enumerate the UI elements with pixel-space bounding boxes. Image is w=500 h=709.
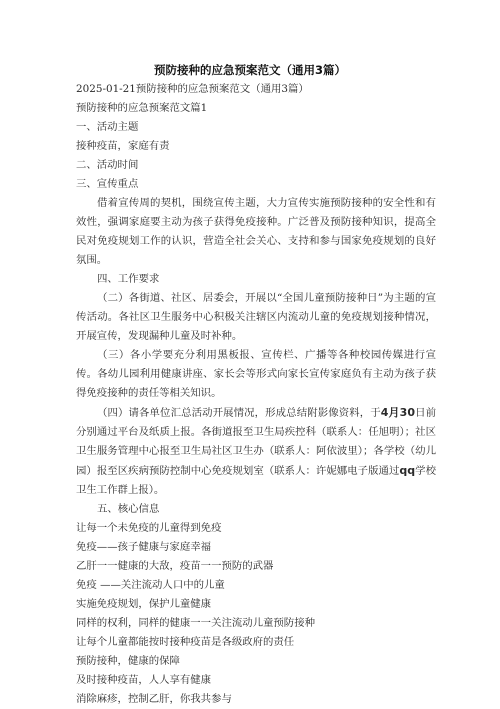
- section-heading-time: 二、活动时间: [76, 159, 139, 171]
- article-subtitle: 预防接种的应急预案范文篇1: [76, 102, 208, 114]
- core-message: 让每一个未免疫的儿童得到免疫: [76, 522, 222, 534]
- core-message: 免疫——孩子健康与家庭幸福: [76, 541, 212, 553]
- core-message: 同样的权利，同样的健康一一关注流动儿童预防接种: [76, 617, 315, 629]
- req4-pre: （四）请各单位汇总活动开展情况，形成总结附影像资料，于: [97, 407, 381, 419]
- document-body: [76, 80, 436, 709]
- core-message: 免疫 ——关注流动人口中的儿童: [76, 579, 225, 591]
- req4-end: 学校卫生工作群上报）。: [76, 465, 437, 496]
- theme-text: 接种疫苗，家庭有责: [76, 140, 170, 152]
- req4-post: 日前分别通过平台及纸质上报。各街道报至卫生局疾控科（联系人：任旭明）；社区卫生服务管理中心报至卫生局社区卫生办（联系人：阿依波里）；各学校（幼儿园）报至区疾病预防控制中心免疫规划室（联系人：许妮娜电子版通过: [76, 407, 437, 477]
- core-message: 及时接种疫苗，人人享有健康: [76, 674, 212, 686]
- section-heading-theme: 一、活动主题: [76, 121, 139, 133]
- core-message: 实施免疫规划，保护儿童健康: [76, 598, 212, 610]
- req4-date: 4月30: [380, 406, 415, 419]
- document-title: 预防接种的应急预案范文（通用3篇）: [154, 63, 346, 77]
- requirement-paragraph-3: （三）各小学要充分利用黑板报、宣传栏、广播等各种校园传媒进行宣传。各幼儿园利用健康讲座、家长会等形式向家长宣传家庭负有主动为孩子获得免疫接种的责任等相关知识。: [76, 349, 436, 399]
- req4-qq: qq: [399, 464, 416, 477]
- date-line: 2025-01-21预防接种的应急预案范文（通用3篇）: [76, 83, 309, 95]
- requirement-paragraph-4: [76, 403, 436, 500]
- section-heading-core: 五、核心信息: [97, 503, 160, 515]
- requirement-paragraph-2: （二）各街道、社区、居委会，开展以“全国儿童预防接种日”为主题的宣传活动。各社区卫生服务中心积极关注辖区内流动儿童的免疫规划接种情况，开展宣传，发现漏种儿童及时补种。: [76, 292, 436, 342]
- section-heading-requirements: 四、工作要求: [97, 273, 160, 285]
- section-heading-focus: 三、宣传重点: [76, 178, 139, 190]
- core-message: 消除麻疹，控制乙肝，你我共参与: [76, 693, 232, 705]
- core-message: 预防接种，健康的保障: [76, 655, 180, 667]
- focus-paragraph: 借着宣传周的契机，围绕宣传主题，大力宣传实施预防接种的安全性和有效性，强调家庭要主动为孩子获得免疫接种。广泛普及预防接种知识，提高全民对免疫规划工作的认识，营造全社会关心、支持和参与国家免疫规划的良好氛围。: [76, 197, 436, 266]
- core-message: 让每个儿童都能按时接种疫苗是各级政府的责任: [76, 636, 295, 648]
- core-message: 乙肝一一健康的大敌，疫苗一一预防的武器: [76, 560, 274, 572]
